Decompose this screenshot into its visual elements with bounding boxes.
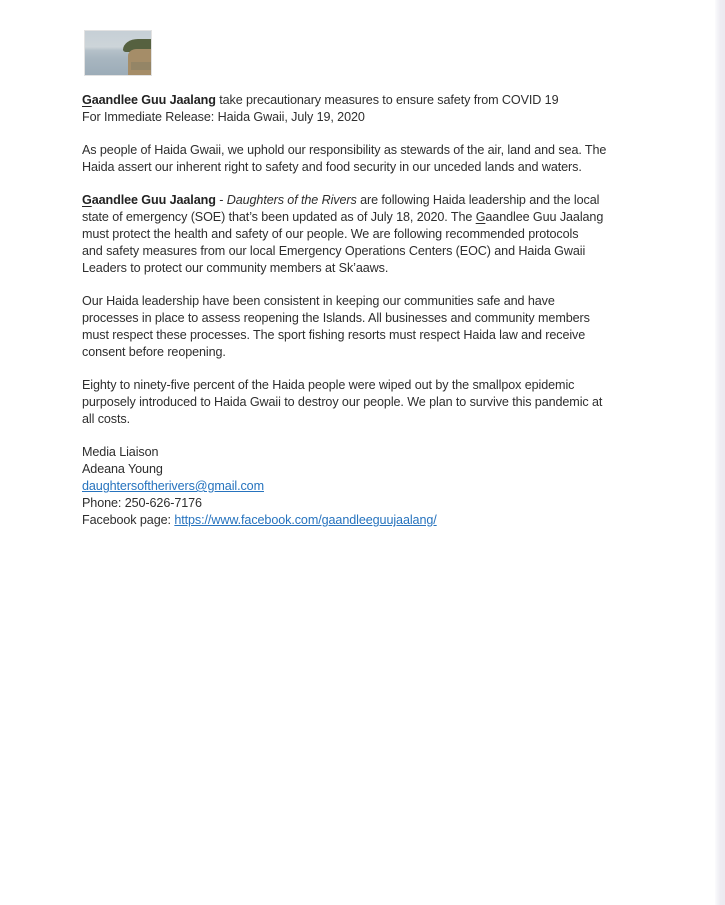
- paragraph-state-of-emergency: [82, 192, 682, 277]
- text-run: processes in place to assess reopening the Islands. All businesses and community members: [82, 311, 590, 325]
- text-run: purposely introduced to Haida Gwaii to destroy our people. We plan to survive this pandemic at: [82, 395, 603, 409]
- text-line: [82, 310, 682, 327]
- coastal-photo: [84, 30, 152, 76]
- text-run: aandlee Guu Jaalang: [91, 193, 216, 207]
- text-run: take precautionary measures to ensure safety from COVID 19: [215, 93, 559, 107]
- text-run: must protect the health and safety of our people. We are following recommended protocols: [82, 227, 579, 241]
- text-line: [82, 394, 682, 411]
- text-run: Leaders to protect our community members at Sk’aaws.: [82, 261, 389, 275]
- text-run: consent before reopening.: [82, 345, 226, 359]
- text-run: Media Liaison: [82, 445, 159, 459]
- text-run: are following Haida leadership and the local: [356, 193, 600, 207]
- text-line: [82, 327, 682, 344]
- text-run: G: [82, 93, 92, 107]
- text-line: [82, 159, 682, 176]
- text-run: G: [475, 210, 486, 224]
- paragraph-smallpox: [82, 377, 682, 428]
- text-run: For Immediate Release: Haida Gwaii, July 19, 2020: [82, 110, 365, 124]
- text-line: [82, 344, 682, 361]
- text-line: [82, 478, 682, 495]
- text-line: [82, 243, 682, 260]
- text-line: [82, 209, 682, 226]
- text-run: aandlee Guu Jaalang: [485, 210, 604, 224]
- text-line: [82, 444, 682, 461]
- page-edge-shadow: [715, 0, 725, 905]
- text-run: -: [215, 193, 227, 207]
- text-run: Daughters of the Rivers: [226, 193, 357, 207]
- text-run: G: [82, 193, 92, 207]
- text-line: [82, 293, 682, 310]
- text-line: [82, 92, 682, 109]
- text-line: [82, 142, 682, 159]
- text-run: Haida assert our inherent right to safety and food security in our unceded lands and waters.: [82, 160, 582, 174]
- email-link[interactable]: daughtersoftherivers@gmail.com: [82, 479, 264, 493]
- text-line: [82, 512, 682, 529]
- text-line: [82, 377, 682, 394]
- text-run: Our Haida leadership have been consistent in keeping our communities safe and have: [82, 294, 555, 308]
- text-line: [82, 260, 682, 277]
- text-line: [82, 192, 682, 209]
- text-run: Adeana Young: [82, 462, 163, 476]
- paragraph-reopening: [82, 293, 682, 361]
- text-line: [82, 461, 682, 478]
- text-line: [82, 411, 682, 428]
- text-run: must respect these processes. The sport fishing resorts must respect Haida law and receive: [82, 328, 586, 342]
- text-run: state of emergency (SOE) that’s been updated as of July 18, 2020. The: [82, 210, 476, 224]
- text-line: [82, 226, 682, 243]
- text-line: [82, 495, 682, 512]
- text-run: Eighty to ninety-five percent of the Haida people were wiped out by the smallpox epidemic: [82, 378, 575, 392]
- text-run: As people of Haida Gwaii, we uphold our responsibility as stewards of the air, land and sea. The: [82, 143, 607, 157]
- press-release-heading: [82, 92, 682, 126]
- photo-reflection: [131, 62, 151, 70]
- text-run: all costs.: [82, 412, 130, 426]
- paragraph-stewardship: [82, 142, 682, 176]
- contact-block: [82, 444, 682, 529]
- text-run: aandlee Guu Jaalang: [91, 93, 216, 107]
- facebook-link[interactable]: https://www.facebook.com/gaandleeguujaalang/: [174, 513, 437, 527]
- text-run: Phone: 250-626-7176: [82, 496, 202, 510]
- text-line: [82, 109, 682, 126]
- text-run: Facebook page:: [82, 513, 175, 527]
- text-run: and safety measures from our local Emergency Operations Centers (EOC) and Haida Gwaii: [82, 244, 586, 258]
- document-body: [82, 92, 682, 545]
